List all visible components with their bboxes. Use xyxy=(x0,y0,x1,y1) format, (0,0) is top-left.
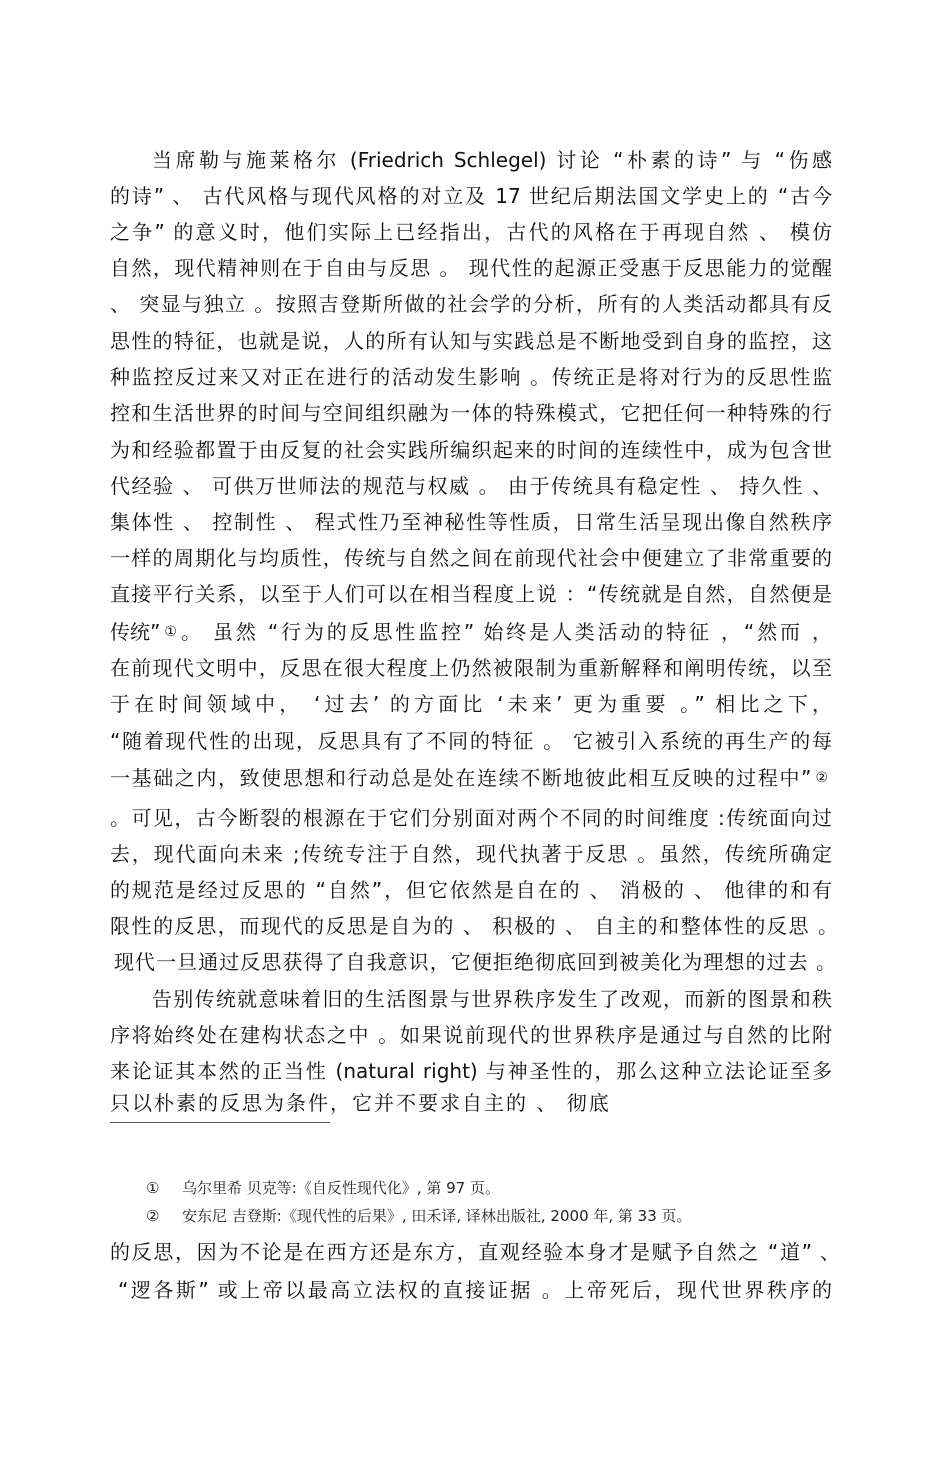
footnote-1 xyxy=(146,1178,500,1198)
text-line: 只以朴素的反思为条件，它并不要求自主的 、 彻底 xyxy=(110,1091,611,1115)
footnote-ref-2[interactable]: ② xyxy=(815,770,828,786)
text-line: 当席勒与施莱格尔 (Friedrich Schlegel) 讨论 “朴素的诗” 与 “伤感 xyxy=(152,148,832,172)
text-line: 之争” 的意义时，他们实际上已经指出，古代的风格在于再现自然 、 模仿 xyxy=(110,220,832,244)
text-line: 直接平行关系，以至于人们可以在相当程度上说 ：“传统就是自然，自然便是 xyxy=(110,582,832,606)
footnote-text: 安东尼 吉登斯:《现代性的后果》, 田禾译, 译林出版社, 2000 年, 第 33 页。 xyxy=(182,1207,692,1225)
text-line: 控和生活世界的时间与空间组织融为一体的特殊模式，它把任何一种特殊的行 xyxy=(110,401,832,425)
text-line: 来论证其本然的正当性 (natural right) 与神圣性的，那么这种立法论证至多 xyxy=(110,1059,832,1083)
text-line: “随着现代性的出现，反思具有了不同的特征 。 它被引入系统的再生产的每 xyxy=(110,729,832,753)
text-line: 的反思，因为不论是在西方还是东方，直观经验本身才是赋予自然之 “道” 、 xyxy=(110,1240,840,1264)
text-line: 思性的特征，也就是说，人的所有认知与实践总是不断地受到自身的监控，这 xyxy=(110,329,832,353)
footnote-text: 乌尔里希 贝克等:《自反性现代化》, 第 97 页。 xyxy=(182,1179,500,1197)
text-line xyxy=(110,618,832,646)
text-line: 代经验 、 可供万世师法的规范与权威 。 由于传统具有稳定性 、 持久性 、 xyxy=(110,474,832,498)
text-line: 集体性 、 控制性 、 程式性乃至神秘性等性质，日常生活呈现出像自然秩序 xyxy=(110,510,832,534)
text-line: 一样的周期化与均质性，传统与自然之间在前现代社会中便建立了非常重要的 xyxy=(110,546,832,570)
text-segment: 。 虽然 “行为的反思性监控” 始终是人类活动的特征 ，“然而 ， xyxy=(180,620,832,644)
text-line: 。可见，古今断裂的根源在于它们分别面对两个不同的时间维度 :传统面向过 xyxy=(110,806,832,830)
text-line: 自然，现代精神则在于自由与反思 。 现代性的起源正受惠于反思能力的觉醒 xyxy=(110,256,832,280)
footnote-separator xyxy=(110,1122,330,1123)
footnote-2 xyxy=(146,1206,692,1226)
text-line: 的诗” 、 古代风格与现代风格的对立及 17 世纪后期法国文学史上的 “古今 xyxy=(110,184,832,208)
text-segment: 一基础之内，致使思想和行动总是处在连续不断地彼此相互反映的过程中” xyxy=(110,766,812,790)
text-line: 限性的反思，而现代的反思是自为的 、 积极的 、 自主的和整体性的反思 。 xyxy=(110,914,838,938)
footnote-marker: ② xyxy=(146,1207,160,1225)
text-line: 去，现代面向未来 ;传统专注于自然，现代执著于反思 。虽然，传统所确定 xyxy=(110,842,832,866)
text-line: “逻各斯” 或上帝以最高立法权的直接证据 。上帝死后，现代世界秩序的 xyxy=(118,1278,832,1302)
text-line: 种监控反过来又对正在进行的活动发生影响 。传统正是将对行为的反思性监 xyxy=(110,365,832,389)
text-line xyxy=(110,764,832,792)
text-segment: 传统” xyxy=(110,620,161,644)
footnote-marker: ① xyxy=(146,1179,160,1197)
text-line: 在前现代文明中，反思在很大程度上仍然被限制为重新解释和阐明传统，以至 xyxy=(110,656,832,680)
text-line: 告别传统就意味着旧的生活图景与世界秩序发生了改观，而新的图景和秩 xyxy=(152,987,832,1011)
text-line: 现代一旦通过反思获得了自我意识，它便拒绝彻底回到被美化为理想的过去 。 xyxy=(114,950,836,974)
text-line: 于在时间领域中， ‘过去’ 的方面比 ‘未来’ 更为重要 。” 相比之下， xyxy=(110,692,832,716)
footnote-ref-1[interactable]: ① xyxy=(164,624,177,640)
text-line: 为和经验都置于由反复的社会实践所编织起来的时间的连续性中，成为包含世 xyxy=(110,438,832,462)
text-line: 的规范是经过反思的 “自然”，但它依然是自在的 、 消极的 、 他律的和有 xyxy=(110,878,832,902)
text-line: 、 突显与独立 。按照吉登斯所做的社会学的分析，所有的人类活动都具有反 xyxy=(110,292,832,316)
text-line: 序将始终处在建构状态之中 。如果说前现代的世界秩序是通过与自然的比附 xyxy=(110,1023,832,1047)
